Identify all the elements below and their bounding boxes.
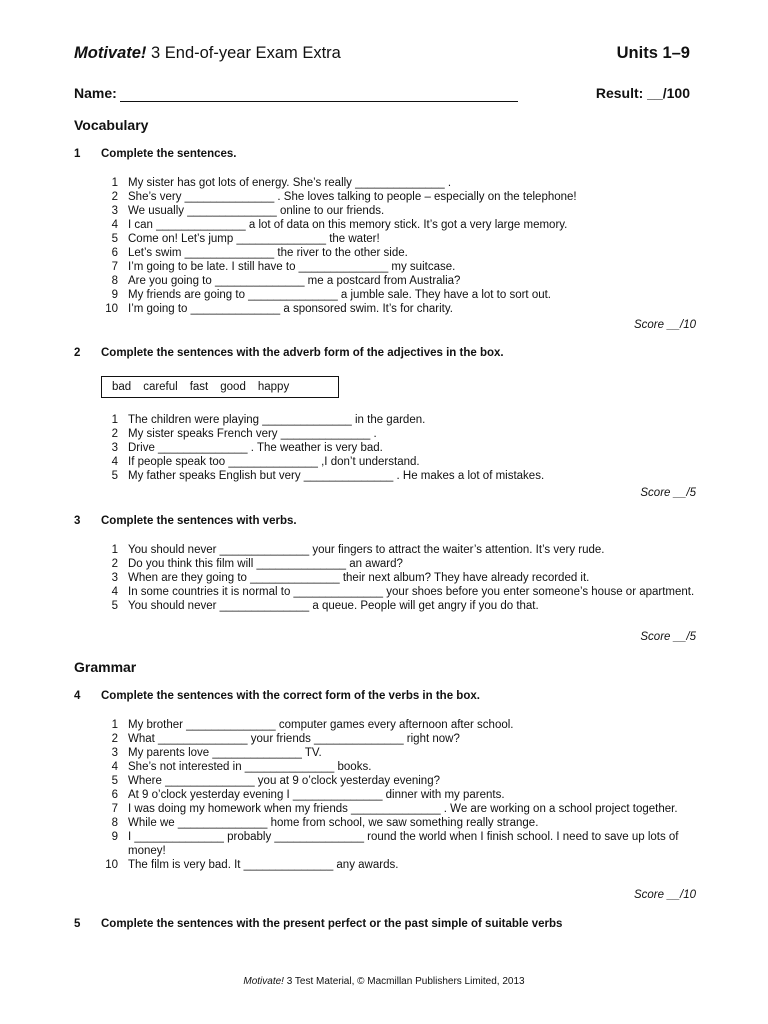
item-sentence: We usually ______________ online to our friends. bbox=[128, 205, 385, 217]
item-number: 3 bbox=[111, 747, 118, 759]
exercise-instruction: Complete the sentences. bbox=[101, 148, 237, 160]
item-sentence: My friends are going to ______________ a jumble sale. They have a lot to sort out. bbox=[128, 289, 552, 301]
list-item bbox=[98, 190, 698, 204]
item-sentence: Where ______________ you at 9 o’clock yesterday evening? bbox=[128, 775, 440, 787]
list-item bbox=[98, 260, 698, 274]
exercise-instruction: Complete the sentences with verbs. bbox=[101, 515, 297, 527]
exercise-1-score: Score __/10 bbox=[633, 319, 696, 331]
item-number: 5 bbox=[111, 233, 118, 245]
item-number: 1 bbox=[111, 177, 118, 189]
list-item bbox=[98, 760, 698, 774]
item-number: 2 bbox=[111, 558, 118, 570]
word-box-item: fast bbox=[189, 381, 209, 393]
item-number: 7 bbox=[111, 803, 118, 815]
exercise-instruction: Complete the sentences with the adverb form of the adjectives in the box. bbox=[101, 347, 504, 359]
list-item bbox=[98, 413, 698, 427]
item-sentence: At 9 o’clock yesterday evening I ______________ dinner with my parents. bbox=[128, 789, 505, 801]
list-item bbox=[98, 469, 698, 483]
list-item bbox=[98, 788, 698, 802]
item-number: 7 bbox=[111, 261, 118, 273]
list-item bbox=[98, 599, 698, 613]
item-number: 1 bbox=[111, 719, 118, 731]
exam-title bbox=[74, 44, 341, 63]
section-heading-vocabulary: Vocabulary bbox=[74, 117, 149, 133]
list-item bbox=[98, 176, 698, 190]
name-answer-line[interactable] bbox=[120, 101, 518, 102]
exercise-3-score: Score __/5 bbox=[640, 631, 696, 643]
item-sentence: Are you going to ______________ me a postcard from Australia? bbox=[128, 275, 461, 287]
item-number: 6 bbox=[111, 789, 118, 801]
item-sentence: You should never ______________ your fingers to attract the waiter’s attention. It’s very rude. bbox=[128, 544, 605, 556]
item-sentence: I ______________ probably ______________ round the world when I finish school. I need to save up lots of money! bbox=[128, 831, 679, 857]
item-sentence: I’m going to be late. I still have to ______________ my suitcase. bbox=[128, 261, 456, 273]
list-item bbox=[98, 802, 698, 816]
footer-brand: Motivate! bbox=[243, 976, 284, 987]
item-sentence: The children were playing ______________ in the garden. bbox=[128, 414, 426, 426]
item-number: 3 bbox=[111, 205, 118, 217]
word-box-item: happy bbox=[257, 381, 290, 393]
item-number: 9 bbox=[111, 831, 118, 843]
exercise-instruction: Complete the sentences with the correct form of the verbs in the box. bbox=[101, 690, 480, 702]
list-item bbox=[98, 571, 698, 585]
list-item bbox=[98, 246, 698, 260]
item-sentence: What ______________ your friends ______________ right now? bbox=[128, 733, 460, 745]
item-sentence: She’s very ______________ . She loves talking to people – especially on the telephone! bbox=[128, 191, 577, 203]
list-item bbox=[98, 427, 698, 441]
list-item bbox=[98, 288, 698, 302]
item-number: 8 bbox=[111, 817, 118, 829]
footer-copyright: 3 Test Material, © Macmillan Publishers Limited, 2013 bbox=[283, 976, 525, 987]
item-number: 4 bbox=[111, 761, 118, 773]
exam-title-text: 3 End-of-year Exam Extra bbox=[146, 44, 341, 62]
name-label: Name: bbox=[74, 85, 117, 101]
units-label: Units 1–9 bbox=[616, 44, 690, 62]
item-sentence: I’m going to ______________ a sponsored swim. It’s for charity. bbox=[128, 303, 453, 315]
exercise-2-list bbox=[98, 413, 698, 483]
list-item bbox=[98, 858, 698, 872]
item-number: 2 bbox=[111, 191, 118, 203]
item-number: 4 bbox=[111, 456, 118, 468]
item-sentence: Do you think this film will ______________ an award? bbox=[128, 558, 403, 570]
list-item bbox=[98, 218, 698, 232]
list-item bbox=[98, 746, 698, 760]
item-sentence: When are they going to ______________ their next album? They have already recorded it. bbox=[128, 572, 590, 584]
item-sentence: My brother ______________ computer games every afternoon after school. bbox=[128, 719, 514, 731]
item-number: 8 bbox=[111, 275, 118, 287]
exercise-number: 1 bbox=[74, 148, 81, 160]
item-sentence: I can ______________ a lot of data on this memory stick. It’s got a very large memory. bbox=[128, 219, 568, 231]
item-number: 1 bbox=[111, 414, 118, 426]
item-sentence: I was doing my homework when my friends ______________ . We are working on a school project together. bbox=[128, 803, 678, 815]
item-sentence: My parents love ______________ TV. bbox=[128, 747, 322, 759]
item-number: 6 bbox=[111, 247, 118, 259]
page-footer bbox=[0, 976, 768, 987]
item-number: 4 bbox=[111, 586, 118, 598]
exercise-instruction: Complete the sentences with the present perfect or the past simple of suitable verbs bbox=[101, 918, 563, 930]
list-item bbox=[98, 830, 698, 858]
list-item bbox=[98, 543, 698, 557]
exercise-4-list bbox=[98, 718, 698, 872]
list-item bbox=[98, 455, 698, 469]
item-number: 10 bbox=[105, 303, 118, 315]
item-sentence: My father speaks English but very ______________ . He makes a lot of mistakes. bbox=[128, 470, 545, 482]
item-sentence: While we ______________ home from school, we saw something really strange. bbox=[128, 817, 539, 829]
exercise-1-list bbox=[98, 176, 698, 316]
exercise-3-list bbox=[98, 543, 698, 613]
list-item bbox=[98, 585, 698, 599]
item-sentence: The film is very bad. It ______________ any awards. bbox=[128, 859, 399, 871]
page-header bbox=[74, 44, 690, 66]
list-item bbox=[98, 774, 698, 788]
exercise-4-score: Score __/10 bbox=[633, 889, 696, 901]
item-number: 3 bbox=[111, 572, 118, 584]
name-row bbox=[74, 85, 690, 107]
item-number: 2 bbox=[111, 733, 118, 745]
item-sentence: My sister has got lots of energy. She’s really ______________ . bbox=[128, 177, 452, 189]
exercise-number: 3 bbox=[74, 515, 81, 527]
word-box-item: careful bbox=[143, 381, 178, 393]
item-number: 5 bbox=[111, 775, 118, 787]
list-item bbox=[98, 732, 698, 746]
item-sentence: Let’s swim ______________ the river to the other side. bbox=[128, 247, 408, 259]
item-sentence: If people speak too ______________ ,I don’t understand. bbox=[128, 456, 420, 468]
item-sentence: My sister speaks French very ______________ . bbox=[128, 428, 377, 440]
exercise-number: 4 bbox=[74, 690, 81, 702]
word-box-item: bad bbox=[112, 381, 132, 393]
item-number: 9 bbox=[111, 289, 118, 301]
word-box bbox=[101, 376, 339, 398]
exam-title-brand: Motivate! bbox=[74, 44, 147, 62]
item-number: 4 bbox=[111, 219, 118, 231]
list-item bbox=[98, 816, 698, 830]
item-sentence: You should never ______________ a queue. People will get angry if you do that. bbox=[128, 600, 539, 612]
result-label: Result: __/100 bbox=[595, 85, 690, 101]
list-item bbox=[98, 302, 698, 316]
list-item bbox=[98, 718, 698, 732]
item-number: 10 bbox=[105, 859, 118, 871]
item-sentence: She’s not interested in ______________ books. bbox=[128, 761, 372, 773]
item-number: 2 bbox=[111, 428, 118, 440]
list-item bbox=[98, 441, 698, 455]
item-number: 5 bbox=[111, 600, 118, 612]
list-item bbox=[98, 204, 698, 218]
item-number: 5 bbox=[111, 470, 118, 482]
item-number: 3 bbox=[111, 442, 118, 454]
section-heading-grammar: Grammar bbox=[74, 659, 137, 675]
exercise-2-score: Score __/5 bbox=[640, 487, 696, 499]
list-item bbox=[98, 557, 698, 571]
item-number: 1 bbox=[111, 544, 118, 556]
word-box-item: good bbox=[220, 381, 246, 393]
item-sentence: In some countries it is normal to ______________ your shoes before you enter someone’s house or apartment. bbox=[128, 586, 695, 598]
item-sentence: Drive ______________ . The weather is very bad. bbox=[128, 442, 383, 454]
exercise-number: 5 bbox=[74, 918, 81, 930]
item-sentence: Come on! Let’s jump ______________ the water! bbox=[128, 233, 380, 245]
exercise-number: 2 bbox=[74, 347, 81, 359]
list-item bbox=[98, 232, 698, 246]
list-item bbox=[98, 274, 698, 288]
